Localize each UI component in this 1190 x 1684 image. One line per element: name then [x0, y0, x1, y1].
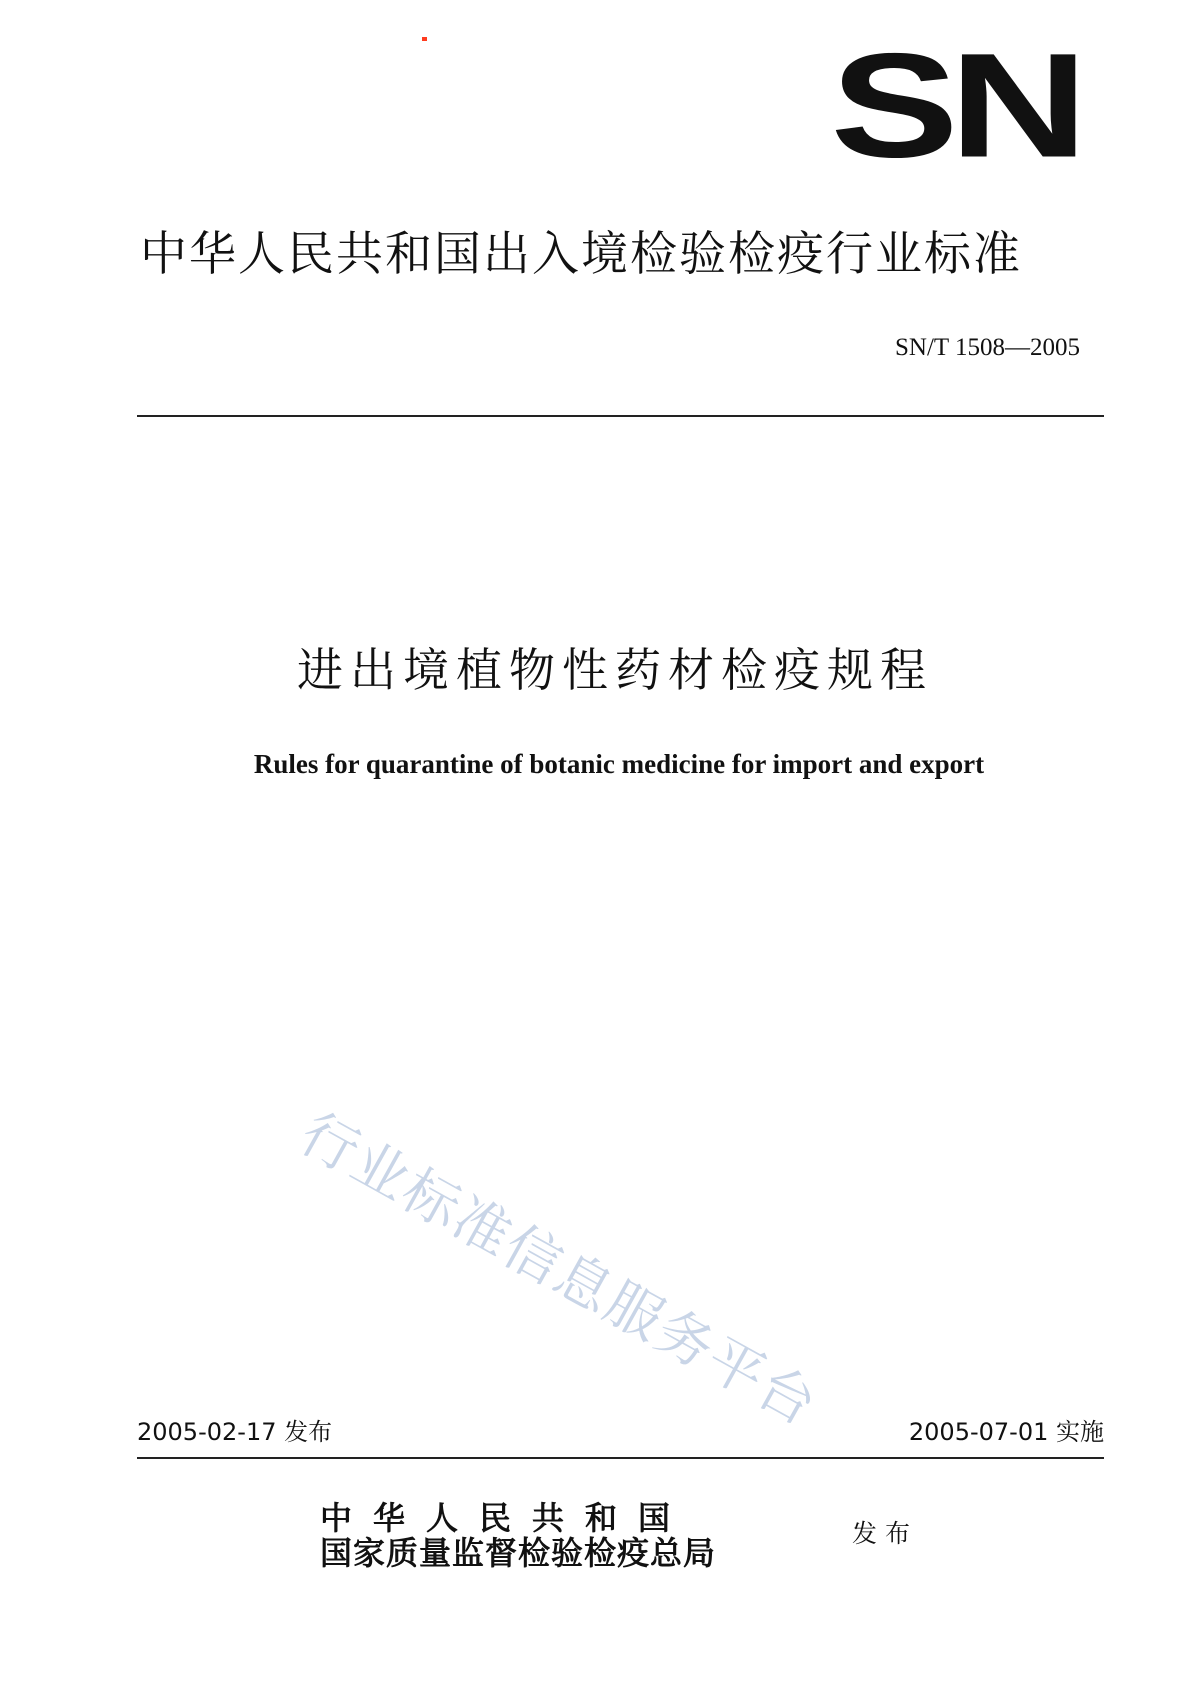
issue-date: 2005-02-17 发布: [137, 1418, 333, 1446]
english-title: Rules for quarantine of botanic medicine for import and export: [253, 749, 985, 779]
publisher-country: 中华人民共和国: [320, 1499, 692, 1537]
standard-code: SN/T 1508—2005: [895, 334, 1080, 361]
top-divider: [137, 415, 1104, 417]
watermark: 行业标准信息服务平台: [289, 1101, 829, 1440]
publisher-agency: 国家质量监督检验检疫总局: [320, 1534, 717, 1572]
red-corner-mark: [422, 37, 427, 41]
sn-logo: SN: [830, 23, 1079, 189]
chinese-title: 进出境植物性药材检疫规程: [297, 643, 933, 697]
bottom-divider: [137, 1457, 1104, 1459]
industry-standard-title: 中华人民共和国出入境检验检疫行业标准: [140, 227, 1022, 282]
publish-label: 发布: [852, 1519, 919, 1548]
implementation-date: 2005-07-01 实施: [908, 1418, 1104, 1446]
